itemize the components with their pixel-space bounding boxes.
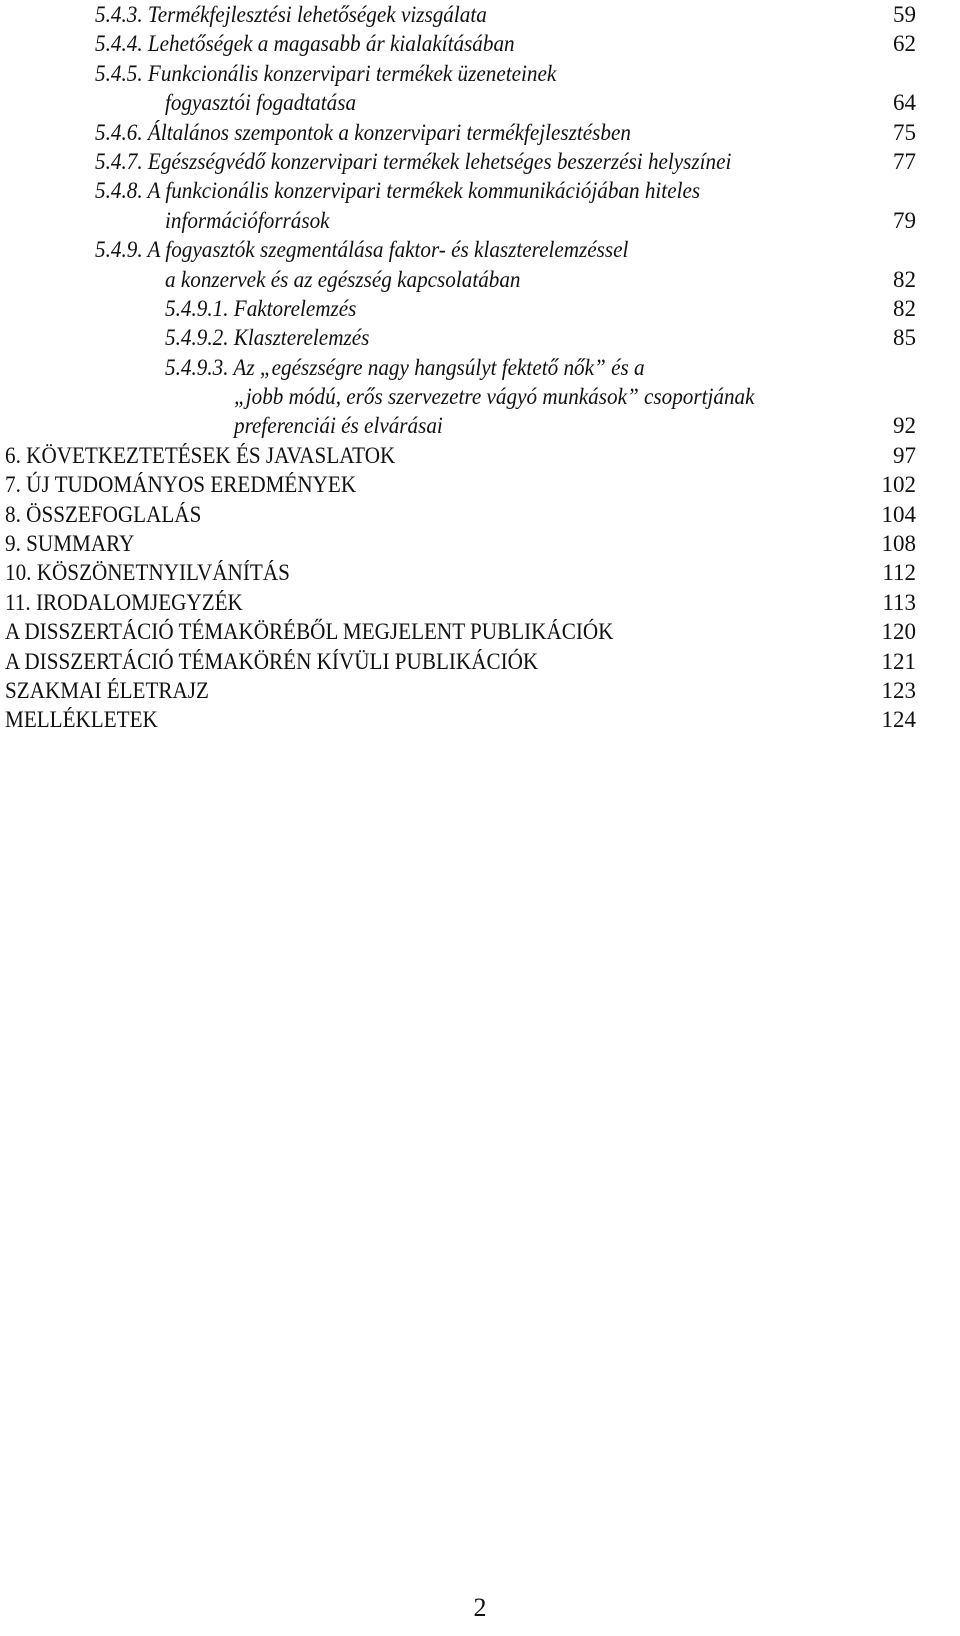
toc-entry-title: fogyasztói fogadtatása (165, 90, 357, 116)
toc-entry-continuation[interactable] (0, 382, 960, 411)
toc-entry[interactable] (0, 29, 960, 58)
toc-entry-title: 9. SUMMARY (5, 531, 135, 557)
toc-entry-title: preferenciái és elvárásai (234, 413, 443, 439)
toc-entry-continuation[interactable] (0, 206, 960, 235)
toc-entry-title: 5.4.9.1. Faktorelemzés (165, 295, 357, 321)
toc-entry-page: 79 (893, 207, 916, 233)
toc-entry-page: 121 (881, 648, 916, 674)
toc-entry-title: 7. ÚJ TUDOMÁNYOS EREDMÉNYEK (5, 472, 357, 498)
toc-entry[interactable] (0, 235, 960, 264)
toc-entry-title: 11. IRODALOMJEGYZÉK (5, 589, 243, 615)
toc-entry-page: 62 (893, 31, 916, 57)
toc-entry-title: 5.4.9.2. Klaszterelemzés (165, 325, 370, 351)
toc-entry[interactable] (0, 147, 960, 176)
toc-entry[interactable] (0, 323, 960, 352)
toc-entry-page: 77 (893, 148, 916, 174)
toc-entry[interactable] (0, 705, 960, 734)
toc-entry-page: 108 (881, 531, 916, 557)
toc-entry[interactable] (0, 588, 960, 617)
toc-entry-page: 75 (893, 119, 916, 145)
toc-entry[interactable] (0, 529, 960, 558)
toc-entry-page: 112 (882, 560, 916, 586)
toc-entry-title: 5.4.9. A fogyasztók szegmentálása faktor- és klaszterelemzéssel (95, 237, 629, 263)
toc-entry-title: A DISSZERTÁCIÓ TÉMAKÖRÉN KÍVÜLI PUBLIKÁCIÓK (5, 648, 539, 674)
toc-entry-page: 85 (893, 325, 916, 351)
toc-entry[interactable] (0, 470, 960, 499)
page-number: 2 (473, 1593, 487, 1622)
toc-entry-page: 59 (893, 2, 916, 27)
toc-entry-page: 92 (893, 413, 916, 439)
toc-entry-page: 123 (881, 677, 916, 703)
toc-entry-title: 5.4.8. A funkcionális konzervipari termékek kommunikációjában hiteles (95, 178, 701, 204)
toc-entry-page: 82 (893, 266, 916, 292)
toc-entry-continuation[interactable] (0, 265, 960, 294)
toc-entry[interactable] (0, 500, 960, 529)
toc-entry[interactable] (0, 441, 960, 470)
toc-entry-title: 5.4.5. Funkcionális konzervipari termékek üzeneteinek (95, 60, 557, 86)
toc-entry-title: 6. KÖVETKEZTETÉSEK ÉS JAVASLATOK (5, 442, 396, 468)
toc-entry-title: 10. KÖSZÖNETNYILVÁNÍTÁS (5, 560, 290, 586)
toc-entry-page: 82 (893, 295, 916, 321)
toc-entry[interactable] (0, 676, 960, 705)
toc-entry-title: 8. ÖSSZEFOGLALÁS (5, 501, 202, 527)
toc-entry-continuation[interactable] (0, 411, 960, 440)
toc-entry-title: információforrások (165, 207, 330, 233)
toc-entry-page: 113 (882, 589, 916, 615)
toc-entry-page: 102 (881, 472, 916, 498)
toc-entry-title: 5.4.6. Általános szempontok a konzervipari termékfejlesztésben (95, 119, 631, 145)
toc-entry-page: 64 (893, 90, 916, 116)
toc-entry-title: 5.4.3. Termékfejlesztési lehetőségek vizsgálata (95, 2, 487, 27)
table-of-contents (0, 0, 960, 735)
toc-entry[interactable] (0, 558, 960, 587)
toc-entry-page: 120 (881, 619, 916, 645)
toc-entry-continuation[interactable] (0, 88, 960, 117)
toc-entry[interactable] (0, 59, 960, 88)
toc-entry-title: a konzervek és az egészség kapcsolatában (165, 266, 521, 292)
toc-entry-page: 97 (893, 442, 916, 468)
toc-entry-title: 5.4.4. Lehetőségek a magasabb ár kialakításában (95, 31, 515, 57)
toc-entry-title: 5.4.7. Egészségvédő konzervipari termékek lehetséges beszerzési helyszínei (95, 148, 732, 174)
toc-entry[interactable] (0, 176, 960, 205)
toc-entry[interactable] (0, 118, 960, 147)
toc-entry-title: MELLÉKLETEK (5, 707, 158, 733)
toc-entry[interactable] (0, 294, 960, 323)
toc-entry-title: A DISSZERTÁCIÓ TÉMAKÖRÉBŐL MEGJELENT PUBLIKÁCIÓK (5, 619, 614, 645)
toc-entry-page: 124 (881, 707, 916, 733)
toc-entry[interactable] (0, 353, 960, 382)
toc-entry-title: „jobb módú, erős szervezetre vágyó munkások” csoportjának (234, 384, 755, 410)
toc-entry-title: SZAKMAI ÉLETRAJZ (5, 677, 209, 703)
toc-entry[interactable] (0, 0, 960, 29)
toc-entry[interactable] (0, 647, 960, 676)
toc-entry[interactable] (0, 617, 960, 646)
toc-entry-page: 104 (881, 501, 916, 527)
toc-entry-title: 5.4.9.3. Az „egészségre nagy hangsúlyt fektető nők” és a (165, 354, 645, 380)
